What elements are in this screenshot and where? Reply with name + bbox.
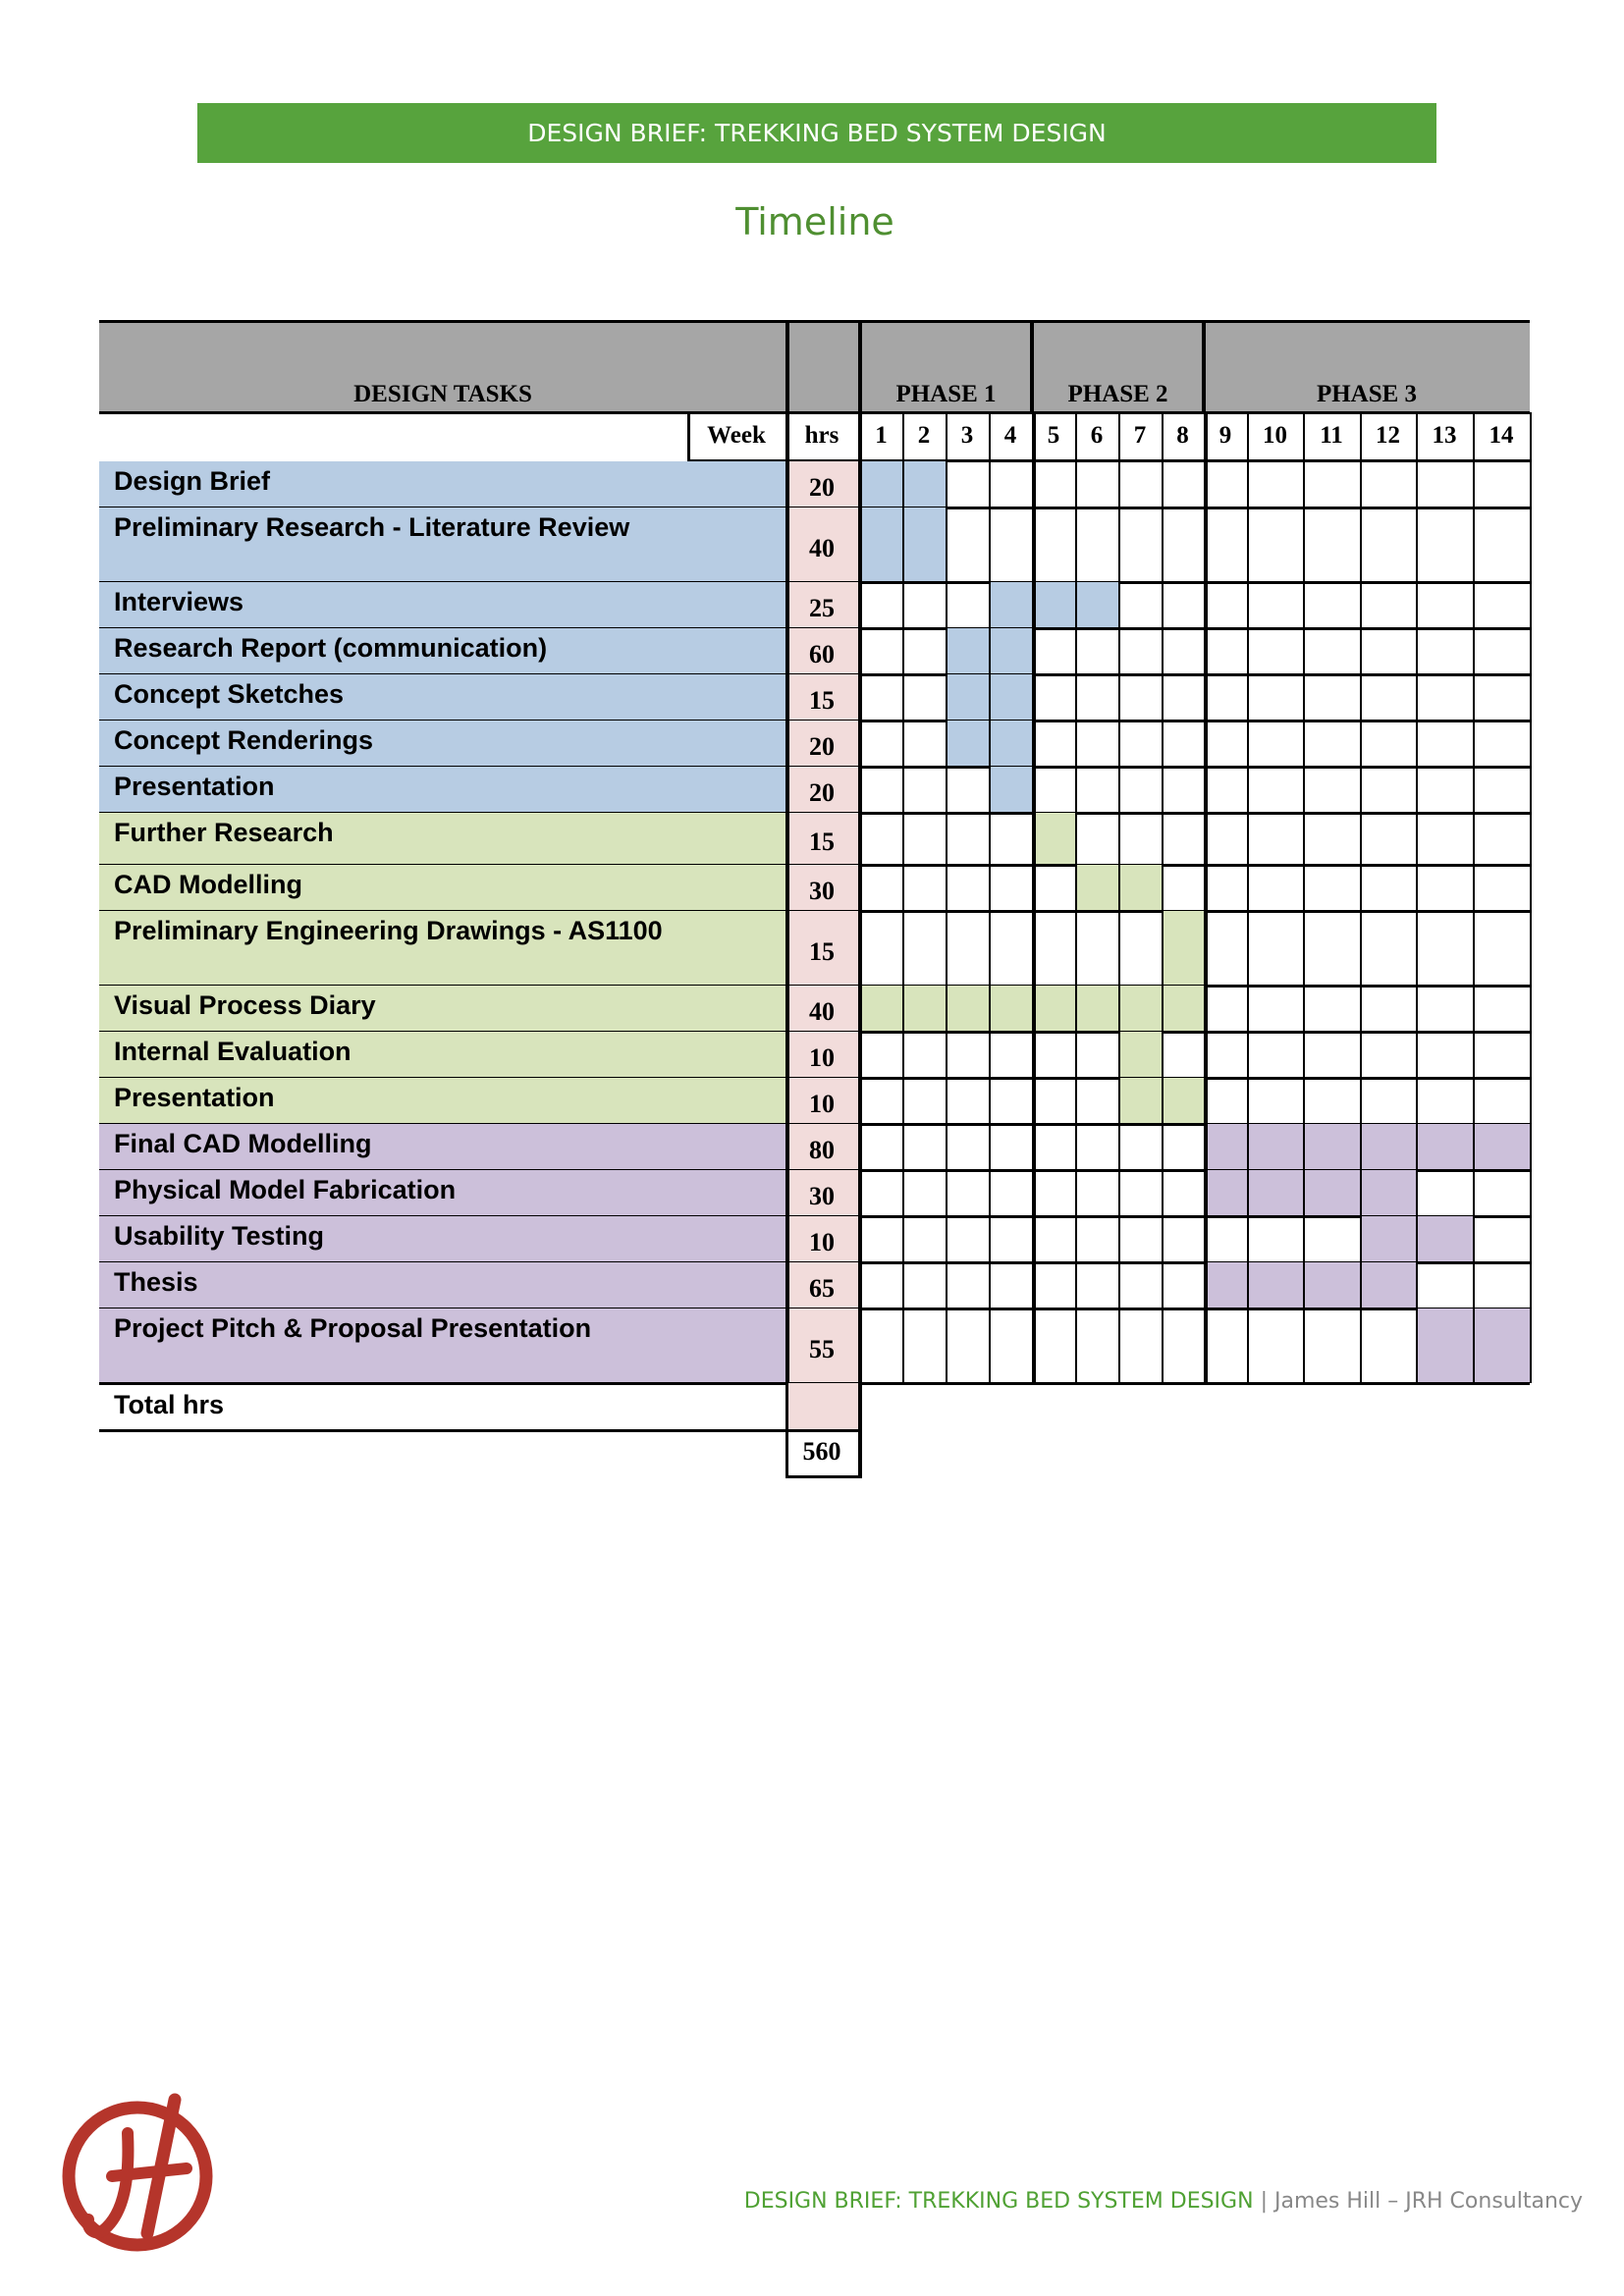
task-hrs: 20 xyxy=(809,778,835,807)
task-hrs: 10 xyxy=(809,1090,835,1118)
week-number-13: 13 xyxy=(1432,422,1457,449)
phase-header-3: PHASE 3 xyxy=(1316,381,1418,407)
task-name: Design Brief xyxy=(114,466,271,496)
task-name: Preliminary Research - Literature Review xyxy=(114,512,630,542)
week-number-10: 10 xyxy=(1263,422,1287,449)
header-banner: DESIGN BRIEF: TREKKING BED SYSTEM DESIGN xyxy=(197,103,1436,163)
gantt-bar-week-3 xyxy=(946,628,989,674)
grid-line xyxy=(1204,412,1208,1383)
task-hrs: 20 xyxy=(809,732,835,761)
grid-line xyxy=(1118,412,1120,1383)
gantt-bar-week-14 xyxy=(1473,1308,1530,1383)
gantt-bar-week-10 xyxy=(1247,1170,1303,1216)
task-name: Visual Process Diary xyxy=(114,990,376,1020)
task-hrs: 80 xyxy=(809,1136,835,1164)
gantt-bar-week-6 xyxy=(1075,986,1118,1032)
grid-line xyxy=(858,412,862,1383)
task-name: Further Research xyxy=(114,818,334,847)
gantt-bar-week-4 xyxy=(989,582,1032,628)
grid-line xyxy=(902,412,904,1383)
gantt-bar-week-3 xyxy=(946,986,989,1032)
gantt-bar-week-7 xyxy=(1118,1078,1162,1124)
gantt-bar-week-1 xyxy=(860,507,902,582)
week-number-4: 4 xyxy=(1003,422,1017,449)
grid-line xyxy=(1530,412,1532,1383)
gantt-bar-week-9 xyxy=(1204,1262,1247,1308)
gantt-bar-week-8 xyxy=(1162,911,1204,986)
task-hrs: 25 xyxy=(809,594,835,622)
gantt-bar-week-6 xyxy=(1075,582,1118,628)
task-hrs: 40 xyxy=(809,997,835,1026)
grid-line xyxy=(1360,412,1362,1383)
gantt-bar-week-3 xyxy=(946,674,989,721)
grid-line xyxy=(99,1429,858,1432)
task-hrs: 30 xyxy=(809,1182,835,1210)
footer-doc-title: DESIGN BRIEF: TREKKING BED SYSTEM DESIGN xyxy=(743,2189,1254,2214)
task-hrs: 15 xyxy=(809,828,835,856)
task-name: Presentation xyxy=(114,1083,275,1112)
grid-line xyxy=(1247,412,1249,1383)
gantt-bar-week-8 xyxy=(1162,986,1204,1032)
gantt-bar-week-11 xyxy=(1303,1170,1360,1216)
grid-line xyxy=(1162,412,1164,1383)
gantt-bar-week-4 xyxy=(989,767,1032,813)
gantt-bar-week-4 xyxy=(989,721,1032,767)
week-label: Week xyxy=(707,422,766,449)
total-hrs-value: 560 xyxy=(802,1437,841,1466)
gantt-bar-week-1 xyxy=(860,986,902,1032)
week-number-8: 8 xyxy=(1176,422,1189,449)
gantt-bar-week-12 xyxy=(1360,1262,1416,1308)
task-name: Presentation xyxy=(114,772,275,801)
week-number-7: 7 xyxy=(1133,422,1147,449)
week-number-1: 1 xyxy=(875,422,888,449)
task-hrs: 55 xyxy=(809,1335,835,1363)
grid-line xyxy=(99,320,1530,323)
task-name: Interviews xyxy=(114,587,244,616)
week-number-14: 14 xyxy=(1489,422,1514,449)
phase-header-1: PHASE 1 xyxy=(895,381,997,407)
task-name: Final CAD Modelling xyxy=(114,1129,372,1158)
gantt-bar-week-6 xyxy=(1075,865,1118,911)
grid-line xyxy=(1303,412,1305,1383)
grid-line xyxy=(1473,412,1475,1383)
grid-line xyxy=(858,1383,862,1477)
gantt-bar-week-11 xyxy=(1303,1262,1360,1308)
gantt-bar-week-13 xyxy=(1416,1308,1473,1383)
task-hrs: 20 xyxy=(809,473,835,502)
footer xyxy=(744,2189,1583,2214)
task-hrs: 15 xyxy=(809,937,835,966)
gantt-bar-week-12 xyxy=(1360,1170,1416,1216)
grid-line xyxy=(1032,412,1036,1383)
gantt-bar-week-8 xyxy=(1162,1078,1204,1124)
gantt-bar-week-10 xyxy=(1247,1262,1303,1308)
week-number-12: 12 xyxy=(1376,422,1400,449)
gantt-bar-week-12 xyxy=(1360,1124,1416,1170)
grid-line xyxy=(989,412,991,1383)
week-number-6: 6 xyxy=(1090,422,1104,449)
grid-line xyxy=(785,1475,862,1478)
task-name: Thesis xyxy=(114,1267,198,1297)
gantt-bar-week-5 xyxy=(1032,582,1075,628)
grid-line xyxy=(785,412,789,1383)
grid-line xyxy=(1416,412,1418,1383)
task-name: CAD Modelling xyxy=(114,870,302,899)
task-hrs: 60 xyxy=(809,640,835,668)
week-number-5: 5 xyxy=(1047,422,1060,449)
week-number-2: 2 xyxy=(917,422,931,449)
task-hrs: 30 xyxy=(809,877,835,905)
gantt-bar-week-4 xyxy=(989,674,1032,721)
grid-line xyxy=(946,412,947,1383)
gantt-bar-week-2 xyxy=(902,461,946,507)
gantt-bar-week-11 xyxy=(1303,1124,1360,1170)
gantt-bar-week-4 xyxy=(989,628,1032,674)
grid-line xyxy=(1202,321,1206,412)
task-hrs: 10 xyxy=(809,1228,835,1256)
grid-line xyxy=(858,321,862,412)
task-name: Research Report (communication) xyxy=(114,633,548,663)
gantt-bar-week-12 xyxy=(1360,1216,1416,1262)
task-name: Project Pitch & Proposal Presentation xyxy=(114,1313,592,1343)
gantt-bar-week-2 xyxy=(902,507,946,582)
gantt-bar-week-5 xyxy=(1032,813,1075,865)
total-label: Total hrs xyxy=(114,1390,225,1419)
jrh-logo-icon xyxy=(57,2086,219,2253)
gantt-bar-week-3 xyxy=(946,721,989,767)
gantt-bar-week-2 xyxy=(902,986,946,1032)
task-name: Internal Evaluation xyxy=(114,1037,352,1066)
grid-line xyxy=(785,1383,788,1477)
task-name: Preliminary Engineering Drawings - AS1100 xyxy=(114,916,663,945)
week-number-9: 9 xyxy=(1218,422,1232,449)
task-name: Physical Model Fabrication xyxy=(114,1175,457,1204)
task-hrs: 40 xyxy=(809,534,835,562)
grid-line xyxy=(687,412,690,461)
design-tasks-header: DESIGN TASKS xyxy=(353,381,532,407)
task-hrs: 65 xyxy=(809,1274,835,1303)
page-title: Timeline xyxy=(735,200,894,243)
footer-author: James Hill – JRH Consultancy xyxy=(1273,2189,1583,2214)
gantt-bar-week-7 xyxy=(1118,986,1162,1032)
gantt-bar-week-13 xyxy=(1416,1216,1473,1262)
gantt-bar-week-7 xyxy=(1118,1032,1162,1078)
gantt-bar-week-7 xyxy=(1118,865,1162,911)
gantt-bar-week-14 xyxy=(1473,1124,1530,1170)
gantt-bar-week-13 xyxy=(1416,1124,1473,1170)
task-name: Usability Testing xyxy=(114,1221,325,1251)
gantt-bar-week-1 xyxy=(860,461,902,507)
gantt-bar-week-10 xyxy=(1247,1124,1303,1170)
footer-separator: | xyxy=(1260,2189,1268,2214)
task-name: Concept Sketches xyxy=(114,679,345,709)
task-name: Concept Renderings xyxy=(114,725,374,755)
task-hrs: 15 xyxy=(809,686,835,715)
gantt-bar-week-4 xyxy=(989,986,1032,1032)
week-number-3: 3 xyxy=(960,422,974,449)
grid-line xyxy=(1075,412,1077,1383)
task-hrs: 10 xyxy=(809,1043,835,1072)
grid-line xyxy=(785,321,789,412)
gantt-bar-week-9 xyxy=(1204,1124,1247,1170)
hrs-label: hrs xyxy=(804,422,839,449)
gantt-bar-week-9 xyxy=(1204,1170,1247,1216)
phase-header-2: PHASE 2 xyxy=(1067,381,1168,407)
week-number-11: 11 xyxy=(1320,422,1343,449)
total-hrs-cell-bg xyxy=(785,1383,858,1430)
gantt-bar-week-5 xyxy=(1032,986,1075,1032)
grid-line xyxy=(1030,321,1034,412)
